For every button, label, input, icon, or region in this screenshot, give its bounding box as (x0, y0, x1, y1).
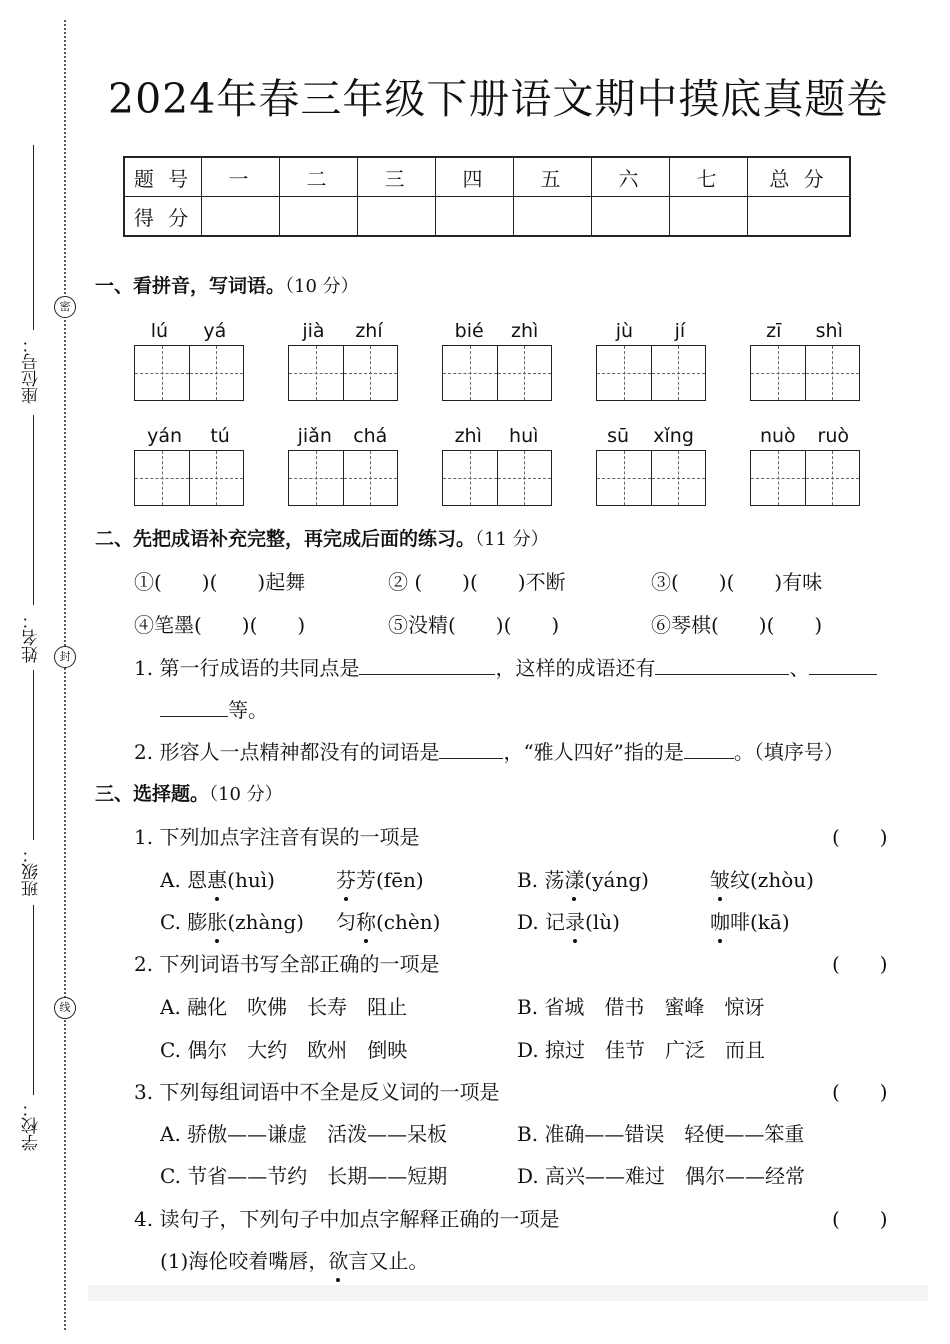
q2-option-A: A. 融化 吹佛 长寿 阻止 (160, 995, 408, 1019)
idiom-item: ④笔墨( )( ) (134, 613, 306, 637)
score-input-cell[interactable] (670, 197, 748, 237)
q3-option-B: B. 准确——错误 轻便——笨重 (517, 1122, 805, 1146)
answer-blank[interactable] (684, 740, 734, 759)
class-line-upper (33, 670, 34, 840)
score-input-cell[interactable] (514, 197, 592, 237)
score-header-cell: 六 (592, 157, 670, 197)
idiom-item: ①( )( )起舞 (134, 570, 306, 594)
q1-option-C2: 匀称(chèn) (336, 906, 440, 935)
binding-dotted-line (64, 20, 66, 1330)
answer-blank[interactable] (655, 656, 789, 675)
section3-heading: 三、选择题。（10 分） (95, 783, 283, 805)
score-header-cell: 五 (514, 157, 592, 197)
q1-answer-bracket[interactable]: ( ) (832, 825, 888, 849)
pinyin-pair: nuò ruò (759, 425, 850, 447)
school-line-upper (33, 905, 34, 1095)
section1-heading: 一、看拼音，写词语。（10 分） (95, 275, 359, 297)
q3-option-C: C. 节省——节约 长期——短期 (160, 1164, 448, 1188)
score-header-cell: 三 (358, 157, 436, 197)
score-header-cell: 二 (280, 157, 358, 197)
q3-stem: 3. 下列每组词语中不全是反义词的一项是 (134, 1080, 500, 1104)
tianzige-writing-box[interactable] (134, 345, 244, 401)
score-table-header-row (124, 157, 850, 197)
q1-stem: 1. 下列加点字注音有误的一项是 (134, 825, 420, 849)
pinyin-pair: jià zhí (302, 320, 383, 342)
q1-option-A2: 芬芳(fēn) (336, 864, 424, 893)
score-input-cell[interactable] (748, 197, 851, 237)
answer-blank[interactable] (439, 740, 503, 759)
section2-question-2: 2. 形容人一点精神都没有的词语是 ，“雅人四好”指的是 。（填序号） (134, 740, 844, 764)
pinyin-pair: sū xǐng (607, 425, 694, 447)
seal-xian: 线 (54, 997, 76, 1019)
seal-feng: 封 (54, 646, 76, 668)
q2-answer-bracket[interactable]: ( ) (832, 952, 888, 976)
seal-mi: 密 (54, 296, 76, 318)
idiom-item: ② ( )( )不断 (388, 570, 566, 594)
score-input-cell[interactable] (436, 197, 514, 237)
page-title: 2024年春三年级下册语文期中摸底真题卷 (108, 75, 889, 123)
pinyin-pair: jiǎn chá (297, 425, 388, 447)
answer-blank[interactable] (160, 698, 228, 717)
score-header-cell: 四 (436, 157, 514, 197)
class-label: 班级： (22, 846, 42, 897)
tianzige-writing-box[interactable] (750, 345, 860, 401)
q1-option-D1: D. 记录(lù) (517, 906, 620, 935)
score-header-cell: 七 (670, 157, 748, 197)
q4-stem: 4. 读句子，下列句子中加点字解释正确的一项是 (134, 1207, 560, 1231)
name-label: 姓名： (22, 612, 42, 663)
school-label: 学校： (22, 1100, 42, 1151)
seat-number-line (33, 145, 34, 330)
score-header-cell: 题 号 (124, 157, 202, 197)
score-table (123, 156, 851, 237)
tianzige-writing-box[interactable] (596, 345, 706, 401)
score-header-cell: 总 分 (748, 157, 851, 197)
pinyin-pair: zhì huì (454, 425, 539, 447)
q4-answer-bracket[interactable]: ( ) (832, 1207, 888, 1231)
section2-question-1: 1. 第一行成语的共同点是 ，这样的成语还有 、 (134, 652, 877, 681)
answer-blank[interactable] (359, 656, 495, 675)
q2-option-C: C. 偶尔 大约 欧州 倒映 (160, 1038, 408, 1062)
score-header-cell: 一 (202, 157, 280, 197)
idiom-item: ⑤没精( )( ) (388, 613, 560, 637)
q1-option-C1: C. 膨胀(zhàng) (160, 906, 304, 935)
q3-option-D: D. 高兴——难过 偶尔——经常 (517, 1164, 806, 1188)
tianzige-writing-box[interactable] (288, 345, 398, 401)
tianzige-writing-box[interactable] (442, 450, 552, 506)
pinyin-pair: jù jí (615, 320, 686, 342)
section2-question-1-cont: 等。 (160, 694, 268, 723)
pinyin-pair: zī shì (766, 320, 843, 342)
pinyin-pair: yán tú (147, 425, 230, 447)
q2-option-B: B. 省城 借书 蜜峰 惊讶 (517, 995, 765, 1019)
pinyin-pair: bié zhì (454, 320, 539, 342)
q1-option-B1: B. 荡漾(yáng) (517, 864, 649, 893)
idiom-item: ⑥琴棋( )( ) (651, 613, 823, 637)
tianzige-writing-box[interactable] (288, 450, 398, 506)
q1-option-D2: 咖啡(kā) (710, 906, 790, 935)
section2-heading: 二、先把成语补充完整，再完成后面的练习。（11 分） (95, 528, 549, 550)
seat-number-label: 座位号： (22, 336, 42, 404)
page-bottom-shade (88, 1285, 928, 1301)
q1-option-B2: 皱纹(zhòu) (710, 864, 814, 893)
tianzige-writing-box[interactable] (596, 450, 706, 506)
score-input-cell[interactable] (202, 197, 280, 237)
score-input-cell[interactable] (358, 197, 436, 237)
q1-option-A1: A. 恩惠(huì) (160, 864, 275, 893)
q2-option-D: D. 掠过 佳节 广泛 而且 (517, 1038, 766, 1062)
q2-stem: 2. 下列词语书写全部正确的一项是 (134, 952, 440, 976)
score-input-cell[interactable] (280, 197, 358, 237)
tianzige-writing-box[interactable] (134, 450, 244, 506)
score-input-cell[interactable] (592, 197, 670, 237)
tianzige-writing-box[interactable] (442, 345, 552, 401)
pinyin-pair: lú yá (150, 320, 227, 342)
name-line-upper (33, 415, 34, 605)
idiom-item: ③( )( )有味 (651, 570, 823, 594)
q3-answer-bracket[interactable]: ( ) (832, 1080, 888, 1104)
answer-blank[interactable] (809, 656, 877, 675)
tianzige-writing-box[interactable] (750, 450, 860, 506)
score-table-score-row (124, 197, 850, 237)
q3-option-A: A. 骄傲——谦虚 活泼——呆板 (160, 1122, 448, 1146)
q4-sentence: (1)海伦咬着嘴唇，欲言又止。 (160, 1245, 428, 1274)
score-row-label: 得 分 (124, 197, 202, 237)
